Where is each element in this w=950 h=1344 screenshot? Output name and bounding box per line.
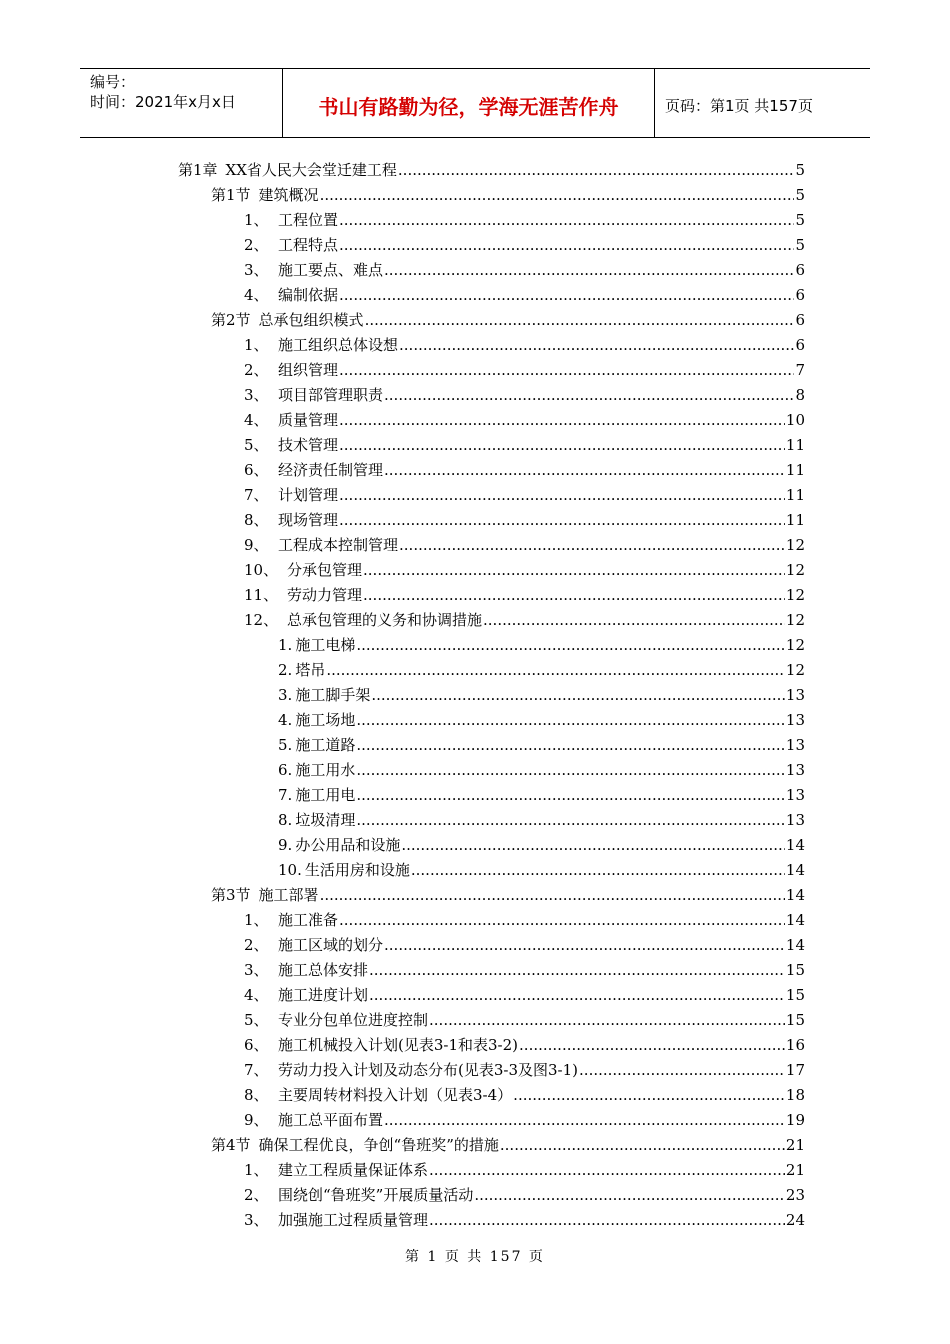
- toc-page-number: 15: [785, 961, 805, 979]
- toc-page-number: 5: [795, 161, 805, 179]
- toc-page-number: 11: [785, 461, 805, 479]
- header-page-label: 页码：第1页 共157页: [665, 96, 813, 115]
- toc-entry[interactable]: 2. 塔吊 ..... 12: [278, 658, 805, 683]
- toc-entry[interactable]: 10. 生活用房和设施 ..... 14: [278, 858, 805, 883]
- toc-entry[interactable]: 8、 主要周转材料投入计划（见表3-4） ..... 18: [244, 1083, 805, 1108]
- toc-page-number: 13: [785, 711, 805, 729]
- toc-page-number: 12: [785, 536, 805, 554]
- toc-entry[interactable]: 1、 施工组织总体设想 ..... 6: [244, 333, 805, 358]
- date-label: 时间：2021年x月x日: [90, 93, 236, 111]
- toc-entry[interactable]: 8. 垃圾清理 ..... 13: [278, 808, 805, 833]
- toc-entry[interactable]: 7、 计划管理 ..... 11: [244, 483, 805, 508]
- toc-entry[interactable]: 第1节 建筑概况 ..... 5: [211, 183, 805, 208]
- toc-entry[interactable]: 6、 经济责任制管理 ..... 11: [244, 458, 805, 483]
- toc-page-number: 12: [785, 586, 805, 604]
- toc-entry[interactable]: 第1章 XX省人民大会堂迁建工程 ..... 5: [178, 158, 805, 183]
- toc-page-number: 14: [785, 861, 805, 879]
- toc-page-number: 14: [785, 911, 805, 929]
- toc-entry[interactable]: 5、 技术管理 ..... 11: [244, 433, 805, 458]
- toc-entry[interactable]: 3、 施工要点、难点 ..... 6: [244, 258, 805, 283]
- toc-page-number: 12: [785, 636, 805, 654]
- toc-entry[interactable]: 第4节 确保工程优良，争创“鲁班奖”的措施 ..... 21: [211, 1133, 805, 1158]
- toc-page-number: 23: [785, 1186, 805, 1204]
- toc-entry[interactable]: 3. 施工脚手架 ..... 13: [278, 683, 805, 708]
- toc-entry[interactable]: 6、 施工机械投入计划(见表3-1和表3-2) ..... 16: [244, 1033, 805, 1058]
- toc-entry[interactable]: 9. 办公用品和设施 ..... 14: [278, 833, 805, 858]
- toc-entry[interactable]: 3、 加强施工过程质量管理 ..... 24: [244, 1208, 805, 1233]
- page-footer: 第 1 页 共 157 页: [405, 1249, 545, 1265]
- toc-entry[interactable]: 5、 专业分包单位进度控制 ..... 15: [244, 1008, 805, 1033]
- toc-entry[interactable]: 2、 施工区域的划分 ..... 14: [244, 933, 805, 958]
- toc-entry[interactable]: 1、 施工准备 ..... 14: [244, 908, 805, 933]
- toc-page-number: 5: [795, 186, 805, 204]
- toc-page-number: 10: [785, 411, 805, 429]
- toc-page-number: 12: [785, 561, 805, 579]
- toc-page-number: 13: [785, 786, 805, 804]
- toc-entry[interactable]: 第2节 总承包组织模式 ..... 6: [211, 308, 805, 333]
- toc-page-number: 6: [795, 286, 805, 304]
- toc-page-number: 15: [785, 986, 805, 1004]
- toc-page-number: 11: [785, 486, 805, 504]
- toc-entry[interactable]: 12、 总承包管理的义务和协调措施 ..... 12: [244, 608, 805, 633]
- toc-page-number: 12: [785, 661, 805, 679]
- toc-entry[interactable]: 10、 分承包管理 ..... 12: [244, 558, 805, 583]
- toc-page-number: 7: [795, 361, 805, 379]
- toc-page-number: 5: [795, 211, 805, 229]
- toc-page-number: 15: [785, 1011, 805, 1029]
- toc-entry[interactable]: 5. 施工道路 ..... 13: [278, 733, 805, 758]
- toc-page-number: 13: [785, 761, 805, 779]
- toc-entry[interactable]: 3、 施工总体安排 ..... 15: [244, 958, 805, 983]
- serial-label: 编号：: [90, 73, 136, 91]
- toc-page-number: 5: [795, 236, 805, 254]
- toc-page-number: 21: [785, 1136, 805, 1154]
- header-meta-cell: [80, 69, 283, 137]
- toc-entry[interactable]: 1、 工程位置 ..... 5: [244, 208, 805, 233]
- header-motto: 书山有路勤为径，学海无涯苦作舟: [283, 69, 655, 137]
- toc-entry[interactable]: 第3节 施工部署 ..... 14: [211, 883, 805, 908]
- toc-page-number: 24: [785, 1211, 805, 1229]
- toc-entry[interactable]: 9、 施工总平面布置 ..... 19: [244, 1108, 805, 1133]
- toc-entry[interactable]: 2、 围绕创“鲁班奖”开展质量活动 ..... 23: [244, 1183, 805, 1208]
- toc-page-number: 11: [785, 511, 805, 529]
- toc-entry[interactable]: 2、 工程特点 ..... 5: [244, 233, 805, 258]
- toc-page-number: 12: [785, 611, 805, 629]
- toc-page-number: 13: [785, 736, 805, 754]
- toc-entry[interactable]: 8、 现场管理 ..... 11: [244, 508, 805, 533]
- toc-entry[interactable]: 7、 劳动力投入计划及动态分布(见表3-3及图3-1) ..... 17: [244, 1058, 805, 1083]
- toc-entry[interactable]: 1、 建立工程质量保证体系 ..... 21: [244, 1158, 805, 1183]
- toc-entry[interactable]: 4、 编制依据 ..... 6: [244, 283, 805, 308]
- toc-page-number: 13: [785, 686, 805, 704]
- toc-page-number: 11: [785, 436, 805, 454]
- toc-page-number: 16: [785, 1036, 805, 1054]
- toc-page-number: 13: [785, 811, 805, 829]
- toc-entry[interactable]: 4、 质量管理 ..... 10: [244, 408, 805, 433]
- toc-page-number: 21: [785, 1161, 805, 1179]
- toc-entry[interactable]: 1. 施工电梯 ..... 12: [278, 633, 805, 658]
- toc-page-number: 6: [795, 261, 805, 279]
- toc-entry[interactable]: 4、 施工进度计划 ..... 15: [244, 983, 805, 1008]
- toc-page-number: 19: [785, 1111, 805, 1129]
- toc-page-number: 14: [785, 936, 805, 954]
- toc-page-number: 8: [795, 386, 805, 404]
- toc-entry[interactable]: 3、 项目部管理职责 ..... 8: [244, 383, 805, 408]
- toc-entry[interactable]: 2、 组织管理 ..... 7: [244, 358, 805, 383]
- toc-page-number: 17: [785, 1061, 805, 1079]
- toc-entry[interactable]: 7. 施工用电 ..... 13: [278, 783, 805, 808]
- toc-page-number: 14: [785, 886, 805, 904]
- toc-page-number: 18: [785, 1086, 805, 1104]
- page-header: [80, 68, 870, 138]
- toc-entry[interactable]: 9、 工程成本控制管理 ..... 12: [244, 533, 805, 558]
- toc-page-number: 6: [795, 336, 805, 354]
- toc-page-number: 6: [795, 311, 805, 329]
- toc-page-number: 14: [785, 836, 805, 854]
- toc-entry[interactable]: 4. 施工场地 ..... 13: [278, 708, 805, 733]
- toc-entry[interactable]: 11、 劳动力管理 ..... 12: [244, 583, 805, 608]
- toc-entry[interactable]: 6. 施工用水 ..... 13: [278, 758, 805, 783]
